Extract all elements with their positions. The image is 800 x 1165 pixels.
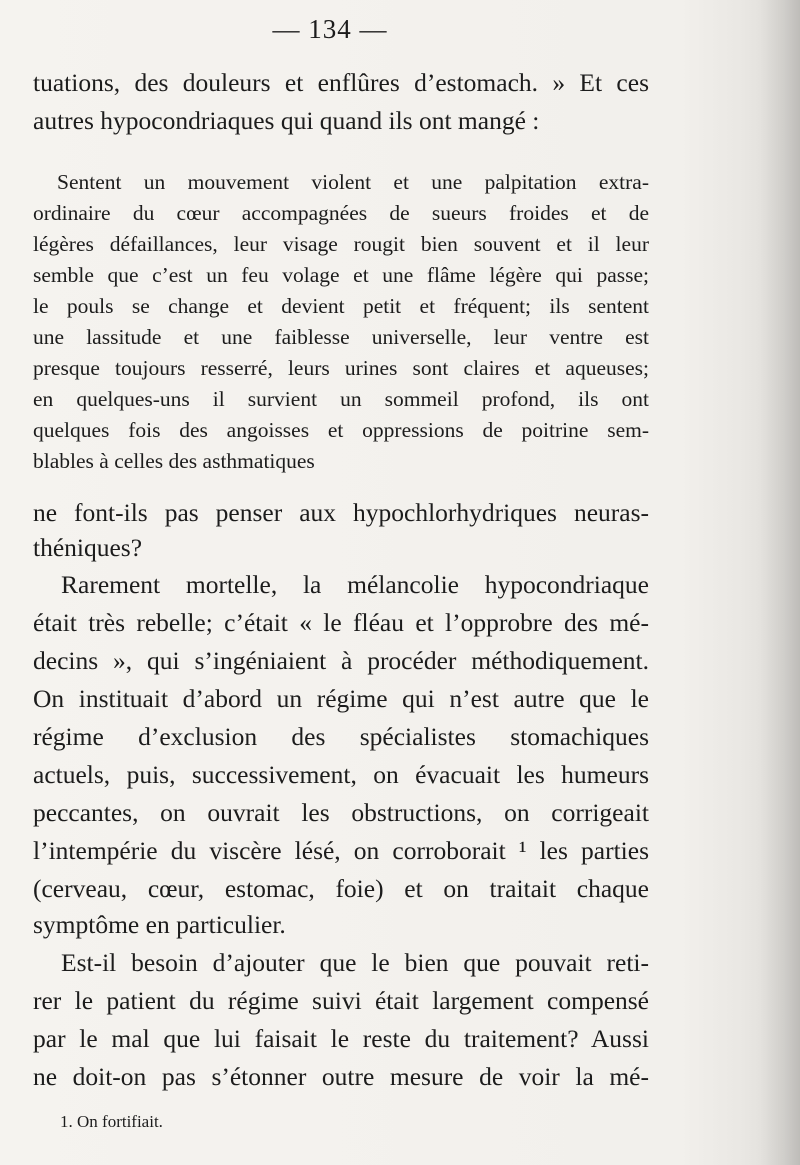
text-line: rer le patient du régime suivi était largement compensé xyxy=(33,986,649,1015)
quote-line: le pouls se change et devient petit et fréquent; ils sentent xyxy=(33,294,649,318)
text-line: était très rebelle; c’était « le fléau et l’opprobre des mé- xyxy=(33,608,649,637)
page-gutter-shadow xyxy=(760,0,800,1165)
text-line: ne font-ils pas penser aux hypochlorhydriques neuras- xyxy=(33,498,649,527)
text-line: On instituait d’abord un régime qui n’est autre que le xyxy=(33,684,649,713)
text-line: autres hypocondriaques qui quand ils ont mangé : xyxy=(33,106,540,135)
quote-line: presque toujours resserré, leurs urines sont claires et aqueuses; xyxy=(33,356,649,380)
quote-line: légères défaillances, leur visage rougit bien souvent et il leur xyxy=(33,232,649,256)
text-line: l’intempérie du viscère lésé, on corroborait ¹ les parties xyxy=(33,836,649,865)
quote-line: en quelques-uns il survient un sommeil profond, ils ont xyxy=(33,387,649,411)
text-line: Rarement mortelle, la mélancolie hypocondriaque xyxy=(61,570,649,599)
text-line: (cerveau, cœur, estomac, foie) et on traitait chaque xyxy=(33,874,649,903)
quote-line: une lassitude et une faiblesse universelle, leur ventre est xyxy=(33,325,649,349)
text-line: par le mal que lui faisait le reste du traitement? Aussi xyxy=(33,1024,649,1053)
text-line: Est-il besoin d’ajouter que le bien que pouvait reti- xyxy=(61,948,649,977)
quote-line: ordinaire du cœur accompagnées de sueurs froides et de xyxy=(33,201,649,225)
quote-line: blables à celles des asthmatiques xyxy=(33,449,315,473)
footnote: 1. On fortifiait. xyxy=(60,1112,163,1131)
text-line: symptôme en particulier. xyxy=(33,910,286,939)
quote-line: Sentent un mouvement violent et une palpitation extra- xyxy=(57,170,649,194)
text-line: tuations, des douleurs et enflûres d’estomach. » Et ces xyxy=(33,68,649,97)
text-line: ne doit-on pas s’étonner outre mesure de voir la mé- xyxy=(33,1062,649,1091)
page-number: — 134 — xyxy=(272,14,388,44)
text-line: théniques? xyxy=(33,533,143,562)
quote-line: quelques fois des angoisses et oppressions de poitrine sem- xyxy=(33,418,649,442)
text-line: peccantes, on ouvrait les obstructions, on corrigeait xyxy=(33,798,649,827)
text-line: actuels, puis, successivement, on évacuait les humeurs xyxy=(33,760,649,789)
text-line: régime d’exclusion des spécialistes stomachiques xyxy=(33,722,649,751)
text-line: decins », qui s’ingéniaient à procéder méthodiquement. xyxy=(33,646,649,675)
quote-line: semble que c’est un feu volage et une flâme légère qui passe; xyxy=(33,263,649,287)
